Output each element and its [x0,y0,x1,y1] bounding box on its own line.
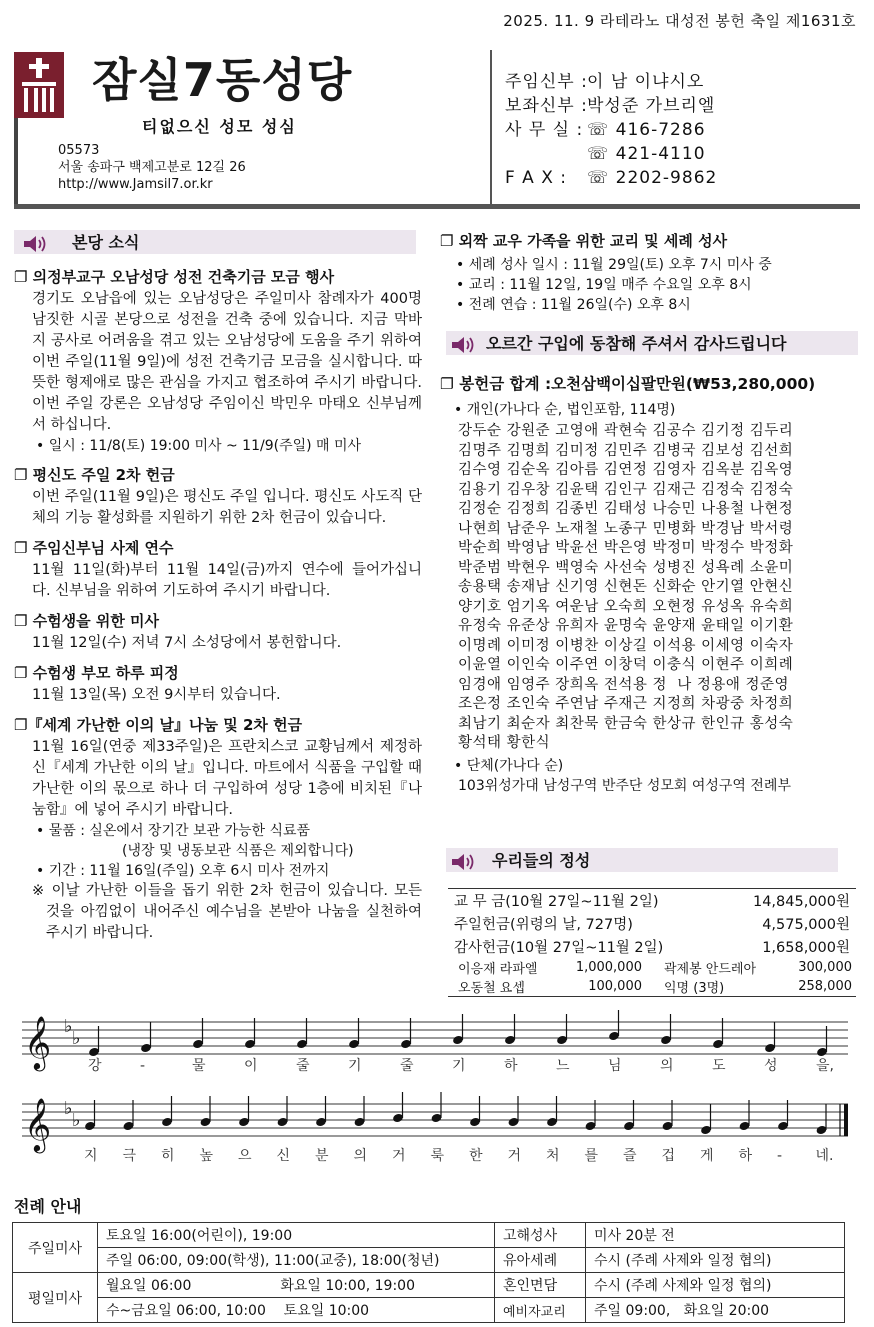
parish-news-band [14,230,416,254]
donor-name: 익명 (3명) [664,981,725,996]
lyric-syllable: 룩 [430,1148,445,1164]
donor-name: 이응재 라파엘 [458,962,538,977]
offering-label: 교 무 금(10월 27일~11월 2일) [454,894,659,910]
baptism-title: ❐ 외짝 교우 가족을 위한 교리 및 세례 성사 [440,232,728,250]
liturgy-time: 월요일 06:00 화요일 10:00, 19:00 [98,1273,495,1298]
donor-name-line: 이명례 이미정 이병찬 이상길 이석용 이세영 이숙자 [458,637,794,654]
final-bar [844,1104,848,1136]
flat-icon: ♭ [64,1016,73,1037]
lyric-syllable: 겁 [661,1148,676,1164]
lyric-syllable: 한 [469,1148,483,1164]
offering-row [448,935,856,958]
liturgy-title: 전례 안내 [14,1197,82,1216]
donor-name-line: 조은정 조인숙 주연남 주재근 지정희 차광중 차정희 [458,696,794,712]
donor-amount: 300,000 [798,960,852,975]
contact-row [505,70,717,94]
music-staff [22,1010,852,1180]
baptism-bullet: • 교리 : 11월 12일, 19일 매주 수요일 오후 8시 [456,277,752,293]
donor-amount: 100,000 [588,979,642,994]
donor-name-line: 강두순 강원준 고영애 곽현숙 김공수 김기정 김두리 [458,423,794,439]
news-body: 11월 12일(수) 저녁 7시 소성당에서 봉헌합니다. [32,635,342,651]
news-body: 11월 13일(목) 오전 9시부터 있습니다. [32,687,281,703]
liturgy-label: 고해성사 [495,1223,586,1248]
news-body: 11월 11일(화)부터 11월 14일(금)까지 연수에 들어가십니다. 신부님을 위하여 기도하여 주시기 바랍니다. [32,562,422,599]
lyric-syllable: 이 [244,1058,258,1074]
lyric-syllable: 의 [353,1148,368,1164]
offering-label: 주일헌금(위령의 날, 727명) [454,917,633,933]
organ-donations [440,372,860,796]
header-divider [14,204,860,209]
offering-row [448,889,856,912]
contact-value: ☏ 421-4110 [587,144,706,164]
liturgy-row [13,1248,845,1273]
offering-amount: 4,575,000원 [762,917,850,933]
lyric-syllable: 하 [504,1058,518,1074]
church-logo-icon [14,52,64,118]
liturgy-value: 미사 20분 전 [586,1223,845,1248]
liturgy-category: 주일미사 [13,1223,98,1273]
lyric-syllable: 를 [584,1148,599,1164]
treble-clef-icon: 𝄞 [24,1015,52,1069]
donor-name-line: 김정순 김정희 김종빈 김태성 나승민 나용철 나현정 [458,501,794,517]
lyric-syllable: - [140,1058,146,1074]
liturgy-table [12,1222,845,1323]
contact-label: 보좌신부 : [505,96,588,116]
flat-icon: ♭ [64,1098,73,1119]
donor-name-line: 박순희 박영남 박윤선 박은영 박정미 박정수 박정화 [458,540,794,556]
lyric-syllable: 님 [608,1058,622,1074]
donor-name-line: 박준범 박현우 백영숙 사선숙 성병진 성욕례 소윤미 [458,559,794,576]
liturgy-value: 수시 (주례 사제와 일정 협의) [586,1248,845,1273]
donor-name-line: 송용택 송재남 신기영 신현돈 신화순 안기열 안현신 [458,579,794,595]
contact-value: 이 남 이냐시오 [587,72,705,92]
treble-clef-icon: 𝄞 [24,1097,52,1151]
group-list: 103위성가대 남성구역 반주단 성모회 여성구역 전례부 [458,777,791,794]
lyric-syllable: 도 [712,1058,726,1074]
donor-name-line: 나현희 남준우 노재철 노종구 민병화 박경남 박서령 [458,520,794,537]
lyric-syllable: 거 [392,1148,406,1164]
speaker-icon [450,336,476,354]
offering-label: 감사헌금(10월 27일~11월 2일) [454,940,664,956]
news-title: ❐ 평신도 주일 2차 헌금 [14,466,175,484]
lyric-syllable: - [777,1148,783,1164]
liturgy-label: 예비자교리 [495,1298,586,1323]
website-link[interactable]: http://www.Jamsil7.or.kr [58,177,213,192]
donor-names [440,422,860,754]
flat-icon: ♭ [72,1028,81,1049]
offering-amount: 14,845,000원 [752,894,850,910]
lyric-syllable: 기 [348,1058,362,1074]
organ-band [446,331,858,355]
liturgy-time: 주일 06:00, 09:00(학생), 11:00(교중), 18:00(청년) [98,1248,495,1273]
lyric-syllable: 거 [507,1148,522,1164]
lyric-syllable: 강 [88,1058,102,1074]
offerings-table [448,888,856,997]
news-bullet: • 물품 : 실온에서 장기간 보관 가능한 식료품 [36,823,311,839]
news-bullet: • 기간 : 11월 16일(주일) 오후 6시 미사 전까지 [36,863,330,879]
band-title: 우리들의 정성 [492,851,591,870]
lyric-syllable: 즐 [623,1148,637,1164]
liturgy-row [13,1273,845,1298]
lyric-syllable: 게 [700,1148,714,1164]
news-body: 경기도 오남읍에 있는 오남성당은 주일미사 참례자가 400명 남짓한 시골 본당으로 성전을 건축 중에 있습니다. 지금 막바지 공사로 어려움을 겪고 있는 오남성당에 도움을 주기 위하여 이번 주일(11월 9일)에 성전 건축기금 모금을 실시합니다. 따뜻한 형제애로 많은 관심을 가지고 협조하여 주시기 바랍니다. 이번 주일 강론은 오남성당 주임이신 박민우 마태오 신부님께서 하십니다. [32,291,422,433]
parish-name: 잠실7동성당 [92,53,353,107]
lyric-syllable: 극 [122,1148,137,1164]
liturgy-value: 수시 (주례 사제와 일정 협의) [586,1273,845,1298]
band-title: 오르간 구입에 동참해 주셔서 감사드립니다 [486,334,787,353]
lyric-syllable: 으 [238,1148,252,1164]
lyric-syllable: 줄 [400,1058,414,1074]
band-title: 본당 소식 [72,233,140,252]
flat-icon: ♭ [72,1110,81,1131]
lyric-syllable: 히 [161,1148,175,1164]
donor-name-line: 김용기 김우창 김윤택 김인구 김재근 김정숙 김정숙 [458,481,794,498]
street-address: 서울 송파구 백제고분로 12길 26 [58,160,246,175]
liturgy-time: 토요일 16:00(어린이), 19:00 [98,1223,495,1248]
contact-value: 박성준 가브리엘 [587,96,716,116]
liturgy-time: 수~금요일 06:00, 10:00 토요일 10:00 [98,1298,495,1323]
donor-row [454,977,862,996]
contact-label: 사 무 실 : [505,120,584,140]
news-bullet: • 일시 : 11/8(토) 19:00 미사 ~ 11/9(주일) 매 미사 [36,438,362,454]
donor-amount: 258,000 [798,979,852,994]
lyric-syllable: 성 [764,1058,778,1074]
donor-amount: 1,000,000 [575,960,642,975]
news-bullet: (냉장 및 냉동보관 식품은 제외합니다) [122,843,354,859]
donor-name-line: 최남기 최순자 최찬묵 한금숙 한상규 한인규 홍성숙 [458,715,794,732]
contact-list [505,70,717,190]
speaker-icon [22,235,48,253]
postal-code: 05573 [58,143,100,158]
lyric-syllable: 신 [276,1148,291,1164]
liturgy-row [13,1298,845,1323]
header-divider [14,118,18,208]
offering-amount: 1,658,000원 [762,940,850,956]
liturgy-label: 혼인면담 [495,1273,586,1298]
lyric-syllable: 지 [84,1148,98,1164]
lyric-syllable: 높 [199,1148,214,1164]
contact-row [505,94,717,118]
speaker-icon [450,853,476,871]
lyric-syllable: 을, [816,1058,834,1074]
lyric-syllable: 줄 [296,1058,310,1074]
news-title: ❐『세계 가난한 이의 날』나눔 및 2차 헌금 [14,716,303,734]
baptism-bullet: • 전례 연습 : 11월 26일(수) 오후 8시 [456,297,691,313]
donor-name-line: 황석태 황한식 [458,735,551,751]
offering-row [448,912,856,935]
donor-name-line: 유정숙 유준상 유희자 윤명숙 윤양재 윤태일 이기환 [458,618,794,634]
hymn-score [22,1010,852,1180]
liturgy-label: 유아세례 [495,1248,586,1273]
parish-patron: 티없으신 성모 성심 [142,117,297,136]
contact-label: F A X : [505,168,567,188]
lyric-syllable: 느 [556,1058,570,1074]
news-body: 11월 16일(연중 제33주일)은 프란치스코 교황님께서 제정하신『세계 가난한 이의 날』입니다. 마트에서 식품을 구입할 때 가난한 이의 몫으로 하나 더 구입하여 성당 1층에 비치된『나눔함』에 넣어 주시기 바랍니다. [32,739,422,818]
lyric-syllable: 기 [452,1058,466,1074]
donor-name-line: 양기호 엄기옥 여운남 오숙희 오현정 유성옥 유숙희 [458,598,794,615]
liturgy-category: 평일미사 [13,1273,98,1323]
news-column [14,266,422,944]
news-body: 이번 주일(11월 9일)은 평신도 주일 입니다. 평신도 사도직 단체의 기능 활성화를 지원하기 위한 2차 헌금이 있습니다. [32,489,422,526]
donation-total: ❐ 봉헌금 합계 :오천삼백이십팔만원(₩53,280,000) [440,375,816,393]
individual-header: • 개인(가나다 순, 법인포함, 114명) [454,402,676,418]
news-note: ※ 이날 가난한 이들을 돕기 위한 2차 헌금이 있습니다. 모든 것을 아낌없이 내어주신 예수님을 본받아 나눔을 실천하여 주시기 바랍니다. [32,883,422,941]
header-divider [490,50,492,205]
contact-row [505,118,717,142]
liturgy-value: 주일 09:00, 화요일 20:00 [586,1298,845,1323]
lyric-syllable: 의 [660,1058,674,1074]
contact-row [505,166,717,190]
lyric-syllable: 분 [315,1148,329,1164]
lyric-syllable: 처 [546,1148,560,1164]
donor-name-line: 김수영 김순옥 김아름 김연정 김영자 김옥분 김옥영 [458,462,794,478]
news-title: ❐ 주임신부님 사제 연수 [14,539,174,557]
lyric-syllable: 물 [192,1058,206,1074]
issue-line: 2025. 11. 9 라테라노 대성전 봉헌 축일 제1631호 [503,12,856,30]
baptism-section [440,230,860,315]
contact-value: ☏ 2202-9862 [587,168,718,188]
news-title: ❐ 수험생 부모 하루 피정 [14,664,179,682]
donor-name: 오동철 요셉 [458,981,525,996]
news-title: ❐ 수험생을 위한 미사 [14,612,160,630]
lyric-syllable: 하 [738,1148,753,1164]
donor-name: 곽제봉 안드레아 [664,962,757,977]
donor-row [454,958,862,977]
donor-name-line: 이윤열 이인숙 이주연 이창덕 이충식 이현주 이희례 [458,657,794,673]
contact-row [505,142,717,166]
baptism-bullet: • 세례 성사 일시 : 11월 29일(토) 오후 7시 미사 중 [456,257,772,273]
contact-label: 주임신부 : [505,72,588,92]
donor-name-line: 임경애 임영주 장희옥 전석용 정 나 정용애 정준영 [458,676,790,693]
contact-value: ☏ 416-7286 [587,120,706,140]
offerings-band [446,848,838,872]
lyric-syllable: 네. [815,1148,834,1164]
news-title: ❐ 의정부교구 오남성당 성전 건축기금 모금 행사 [14,268,335,286]
parish-address [58,142,246,193]
donor-name-line: 김명주 김명희 김미정 김민주 김병국 김보성 김선희 [458,442,794,459]
group-header: • 단체(가나다 순) [454,757,564,774]
liturgy-row [13,1223,845,1248]
